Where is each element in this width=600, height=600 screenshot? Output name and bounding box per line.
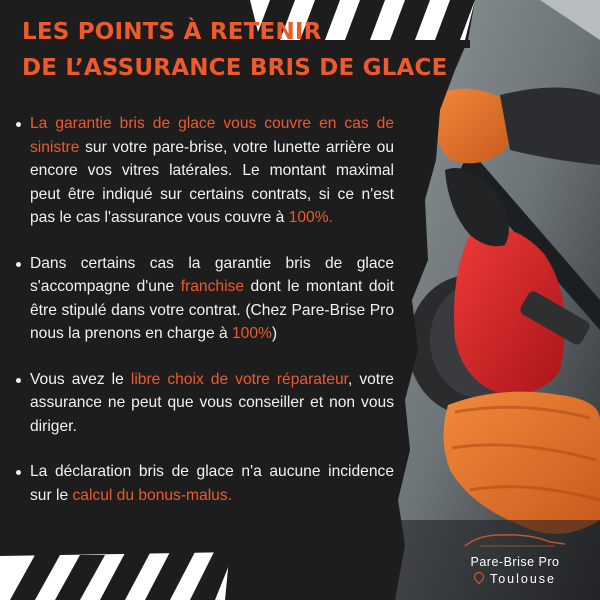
list-item [12, 252, 394, 346]
brand-city [440, 572, 590, 586]
body-text: Dans certains cas la garantie bris de glace s'accompagne d'une [30, 254, 394, 295]
location-pin-icon [472, 570, 486, 584]
body-text: , votre assurance ne peut que vous conseiller et non vous diriger. [30, 370, 394, 435]
body-text: dont le montant doit être stipulé dans votre contrat. (Chez Pare-Brise Pro nous la prenons en charge à [30, 278, 394, 342]
list-item [12, 460, 394, 507]
highlight-text: libre choix de votre réparateur [130, 370, 348, 388]
list-item [12, 112, 394, 230]
key-points-list [12, 112, 394, 529]
brand-logo [440, 530, 590, 586]
title-line-1: LES POINTS À RETENIR [22, 19, 322, 45]
highlight-text: La garantie bris de glace vous couvre en cas de sinistre [30, 115, 394, 156]
car-outline-icon [460, 530, 570, 550]
highlight-text: franchise [180, 278, 245, 295]
highlight-text: 100% [232, 325, 272, 342]
body-text: sur votre pare-brise, votre lunette arrière ou encore vos vitres latérales. Le montant maximal peut être indiqué sur certains contrats, si ce n'est pas le cas l'assurance vous couvre à [30, 138, 394, 226]
body-text: Vous avez le [30, 370, 131, 388]
bottom-stripe-band [0, 545, 240, 600]
body-text: La déclaration bris de glace n'a aucune incidence sur le [30, 463, 394, 504]
title-line-2: DE L’ASSURANCE BRIS DE GLACE [22, 55, 448, 81]
list-item [12, 368, 394, 439]
brand-city-label: Toulouse [489, 572, 557, 586]
brand-name: Pare-Brise Pro [470, 555, 560, 569]
highlight-text: calcul du bonus-malus. [72, 486, 232, 504]
highlight-text: 100%. [288, 209, 333, 226]
page-title [22, 14, 448, 86]
body-text: ) [271, 325, 278, 342]
